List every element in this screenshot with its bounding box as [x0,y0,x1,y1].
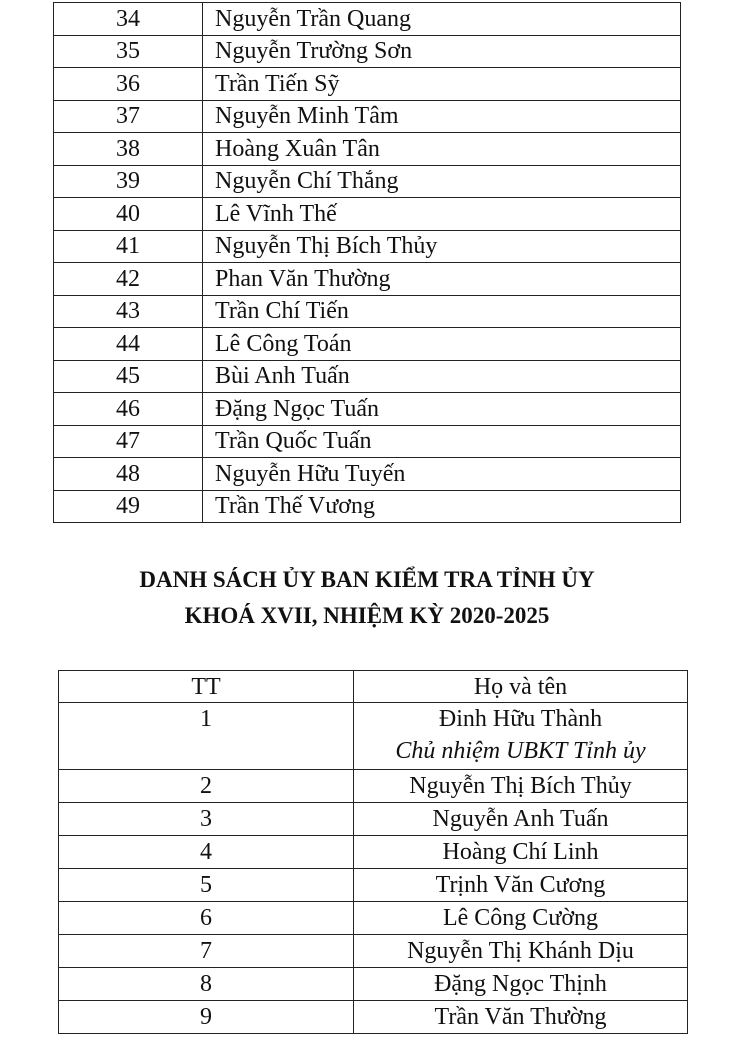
row-number: 48 [54,458,203,491]
row-number: 38 [54,133,203,166]
table-row [59,703,688,770]
table-row [54,490,681,523]
member-name: Nguyễn Minh Tâm [203,100,681,133]
row-number: 2 [59,770,354,803]
member-name: Nguyễn Thị Khánh Dịu [354,935,688,968]
member-name: Lê Vĩnh Thế [203,198,681,231]
table-row [54,263,681,296]
member-name: Trần Chí Tiến [203,295,681,328]
inspection-committee-table [58,670,688,1034]
header-tt: TT [59,671,354,703]
row-number: 37 [54,100,203,133]
row-number: 8 [59,968,354,1001]
row-number: 4 [59,836,354,869]
table-header-row [59,671,688,703]
member-name: Trần Tiến Sỹ [203,68,681,101]
section-title-line-1: DANH SÁCH ỦY BAN KIỂM TRA TỈNH ỦY [139,567,595,592]
member-name: Lê Công Toán [203,328,681,361]
table-row [59,935,688,968]
member-role: Chủ nhiệm UBKT Tỉnh ủy [395,738,646,764]
member-name: Trần Văn Thường [354,1001,688,1034]
member-name: Bùi Anh Tuấn [203,360,681,393]
table-row [54,3,681,36]
row-number: 49 [54,490,203,523]
table-row [54,425,681,458]
table-row [54,360,681,393]
member-name: Hoàng Chí Linh [354,836,688,869]
table-row [54,458,681,491]
table-row [59,869,688,902]
header-name: Họ và tên [354,671,688,703]
table-row [59,968,688,1001]
table-row [54,328,681,361]
member-name: Phan Văn Thường [203,263,681,296]
row-number: 1 [59,703,354,770]
table-row [54,295,681,328]
table-row [54,68,681,101]
row-number: 36 [54,68,203,101]
member-name: Đinh Hữu Thành [438,706,603,732]
table-row [54,133,681,166]
table-row [54,35,681,68]
row-number: 39 [54,165,203,198]
row-number: 45 [54,360,203,393]
row-number: 9 [59,1001,354,1034]
row-number: 44 [54,328,203,361]
member-name: Nguyễn Hữu Tuyến [203,458,681,491]
member-name: Lê Công Cường [354,902,688,935]
member-name: Nguyễn Chí Thắng [203,165,681,198]
member-name: Hoàng Xuân Tân [203,133,681,166]
row-number: 42 [54,263,203,296]
row-number: 3 [59,803,354,836]
row-number: 40 [54,198,203,231]
table-row [54,100,681,133]
section-title [0,562,734,634]
row-number: 46 [54,393,203,426]
members-table-continued [53,2,681,523]
member-name: Trịnh Văn Cương [354,869,688,902]
table-row [59,803,688,836]
member-name: Nguyễn Anh Tuấn [354,803,688,836]
table-row [54,165,681,198]
member-name: Trần Quốc Tuấn [203,425,681,458]
table-row [59,902,688,935]
table-row [54,393,681,426]
row-number: 41 [54,230,203,263]
member-name: Nguyễn Thị Bích Thủy [354,770,688,803]
member-name: Đặng Ngọc Thịnh [354,968,688,1001]
row-number: 35 [54,35,203,68]
row-number: 34 [54,3,203,36]
member-cell [354,703,688,770]
table-row [59,836,688,869]
table-row [54,230,681,263]
member-name: Đặng Ngọc Tuấn [203,393,681,426]
row-number: 43 [54,295,203,328]
row-number: 5 [59,869,354,902]
member-name: Trần Thế Vương [203,490,681,523]
member-name: Nguyễn Trần Quang [203,3,681,36]
row-number: 7 [59,935,354,968]
table-row [54,198,681,231]
table-row [59,1001,688,1034]
member-name: Nguyễn Thị Bích Thủy [203,230,681,263]
member-name: Nguyễn Trường Sơn [203,35,681,68]
row-number: 47 [54,425,203,458]
table-row [59,770,688,803]
row-number: 6 [59,902,354,935]
section-title-line-2: KHOÁ XVII, NHIỆM KỲ 2020-2025 [184,603,550,628]
